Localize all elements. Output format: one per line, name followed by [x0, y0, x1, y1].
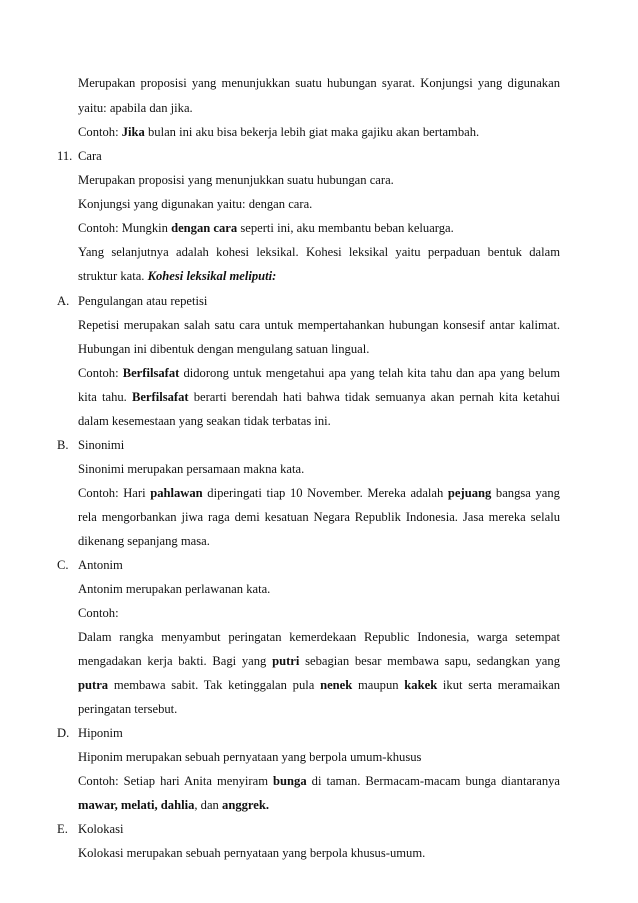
- section-heading: D. Hiponim: [57, 726, 123, 740]
- paragraph-line: Repetisi merupakan salah satu cara untuk mempertahankan hubungan konsesif antar kalimat.: [78, 318, 560, 332]
- paragraph-line: Contoh: Setiap hari Anita menyiram bunga di taman. Bermacam-macam bunga diantaranya: [78, 774, 561, 788]
- paragraph-line: Merupakan proposisi yang menunjukkan suatu hubungan syarat. Konjungsi yang digunakan: [78, 76, 560, 90]
- paragraph-line: Contoh: Jika bulan ini aku bisa bekerja lebih giat maka gajiku akan bertambah.: [78, 125, 480, 139]
- paragraph-line: Sinonimi merupakan persamaan makna kata.: [78, 462, 305, 476]
- paragraph-line: Hiponim merupakan sebuah pernyataan yang berpola umum-khusus: [78, 750, 422, 764]
- paragraph-line: Contoh: Berfilsafat didorong untuk mengetahui apa yang telah kita tahu dan apa yang belum: [78, 366, 561, 380]
- paragraph-line: Konjungsi yang digunakan yaitu: dengan cara.: [78, 197, 313, 211]
- paragraph-line: dikenang sepanjang masa.: [78, 534, 210, 548]
- paragraph-line: dalam kesemestaan yang seakan tidak terbatas ini.: [78, 414, 331, 428]
- section-heading: C. Antonim: [57, 558, 123, 572]
- paragraph-line: mawar, melati, dahlia, dan anggrek.: [78, 798, 270, 812]
- section-heading: B. Sinonimi: [57, 438, 125, 452]
- paragraph-line: Contoh:: [78, 606, 119, 620]
- section-heading: A. Pengulangan atau repetisi: [57, 294, 208, 308]
- paragraph-line: mengadakan kerja bakti. Bagi yang putri sebagian besar membawa sapu, sedangkan yang: [78, 654, 560, 668]
- paragraph-line: Kolokasi merupakan sebuah pernyataan yang berpola khusus-umum.: [78, 846, 426, 860]
- paragraph-line: Yang selanjutnya adalah kohesi leksikal. Kohesi leksikal yaitu perpaduan bentuk dalam: [78, 245, 560, 259]
- paragraph-line: Contoh: Mungkin dengan cara seperti ini, aku membantu beban keluarga.: [78, 221, 454, 235]
- paragraph-line: rela mengorbankan jiwa raga demi kesatuan Negara Republik Indonesia. Jasa mereka selalu: [78, 510, 560, 524]
- paragraph-line: yaitu: apabila dan jika.: [78, 101, 193, 115]
- paragraph-line: Hubungan ini dibentuk dengan mengulang satuan lingual.: [78, 342, 370, 356]
- paragraph-line: Merupakan proposisi yang menunjukkan suatu hubungan cara.: [78, 173, 394, 187]
- paragraph-line: Dalam rangka menyambut peringatan kemerdekaan Republic Indonesia, warga setempat: [78, 630, 560, 644]
- paragraph-line: struktur kata. Kohesi leksikal meliputi:: [78, 269, 277, 283]
- paragraph-line: Antonim merupakan perlawanan kata.: [78, 582, 271, 596]
- paragraph-line: Contoh: Hari pahlawan diperingati tiap 10 November. Mereka adalah pejuang bangsa yang: [78, 486, 560, 500]
- section-heading: 11. Cara: [57, 149, 102, 163]
- paragraph-line: kita tahu. Berfilsafat berarti berendah hati bahwa tidak semuanya akan pernah kita ketahui: [78, 390, 560, 404]
- section-heading: E. Kolokasi: [57, 822, 124, 836]
- paragraph-line: peringatan tersebut.: [78, 702, 178, 716]
- paragraph-line: putra membawa sabit. Tak ketinggalan pula nenek maupun kakek ikut serta meramaikan: [78, 678, 560, 692]
